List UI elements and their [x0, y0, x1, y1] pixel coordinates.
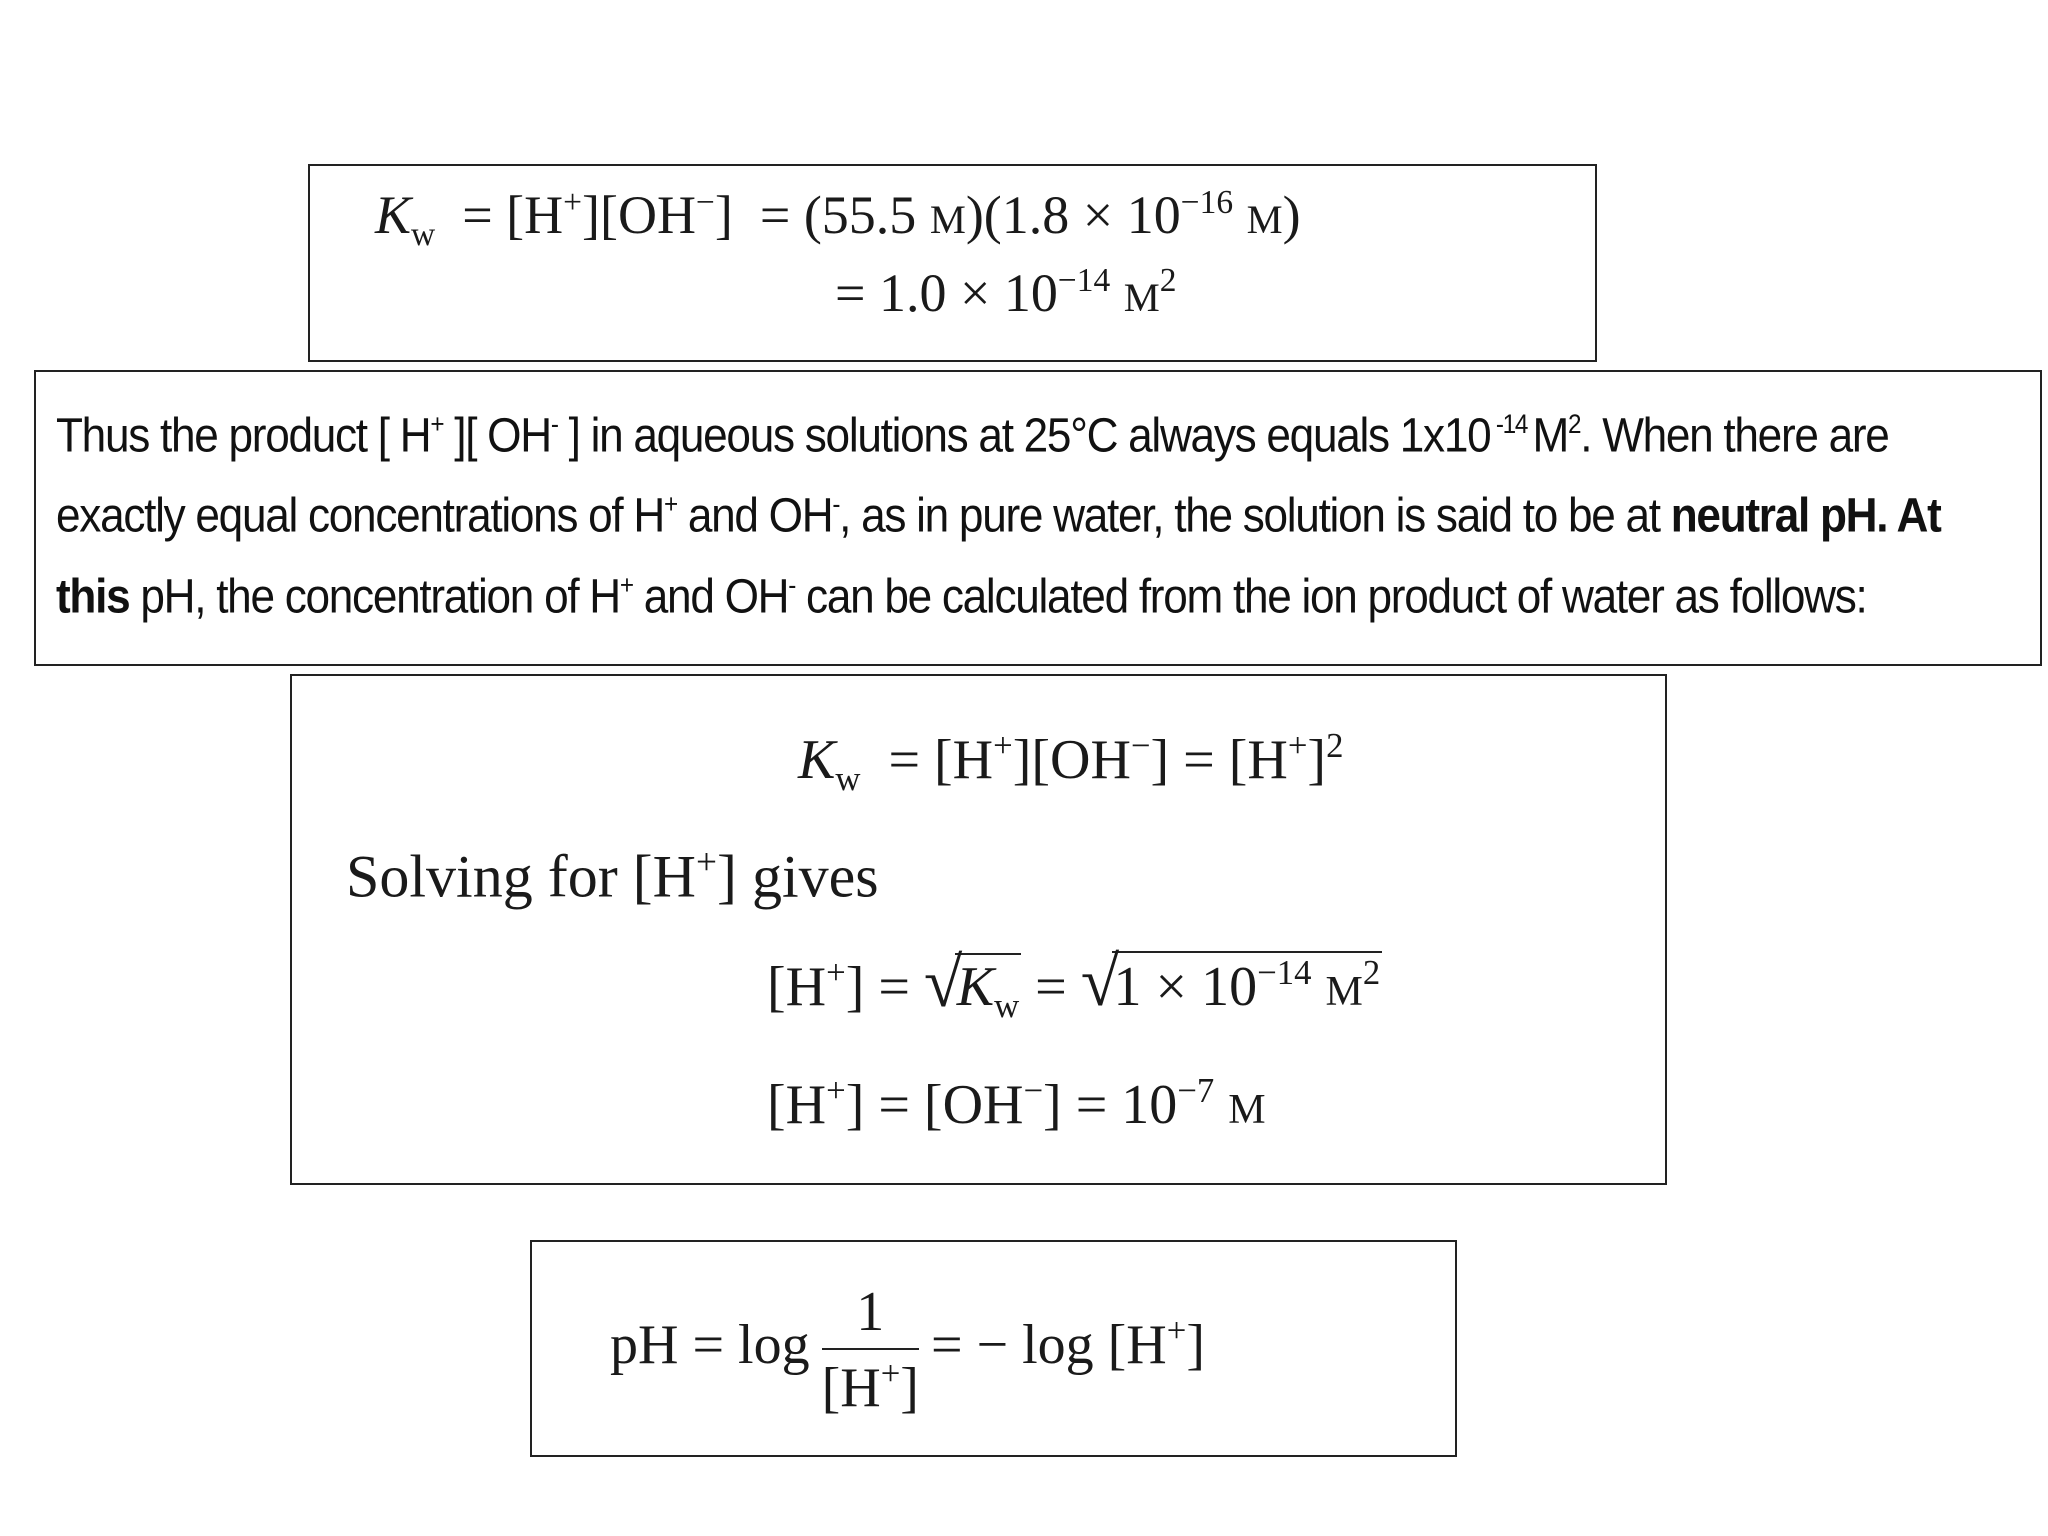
- kw-equation-line-1: $K_w = [H^+][OH^-] = (55.5$ $M)(1.8 \times 10^{-16}$ M): [375, 184, 1301, 253]
- solving-for-h-text: Solving for [H+] gives: [346, 842, 879, 910]
- explanation-paragraph: Thus the product [ H+ ][ OH- ] in aqueous solutions at 25°C always equals 1x10 $^{-14}$ $M^2$. When there are exactly equal concentrations of H+ and OH-, as in pure water, the solution is said to be at neutral pH. At this pH, the concentration of H+ and OH- can be calculated from the ion product of water as follows:: [56, 409, 1941, 624]
- sqrt-equation: [H+] = √ $K_w$ = √ $1 \times 10^{-14}$ $M^2$: [767, 943, 1381, 1025]
- ph-formula: pH = log $\frac{1}{[H^+]}$ = − log [H+]: [610, 1281, 1205, 1419]
- kw-square-equation: $K_w = [H^+][OH^-] = [H^+]^2$: [798, 726, 1344, 798]
- kw-equation-line-2: = $1.0 \times 10^{-14}$ $M^2$: [835, 262, 1177, 324]
- explanation-text-box: [34, 370, 2042, 666]
- solve-equation-box: [290, 674, 1667, 1185]
- neutral-ph-bold: neutral pH. At this: [56, 489, 1941, 624]
- ph-definition-box: [530, 1240, 1457, 1457]
- kw-equation-box: [308, 164, 1597, 362]
- neutral-concentration-equation: $[H^+] = [OH^-] = 10^{-7}$ M: [767, 1071, 1266, 1136]
